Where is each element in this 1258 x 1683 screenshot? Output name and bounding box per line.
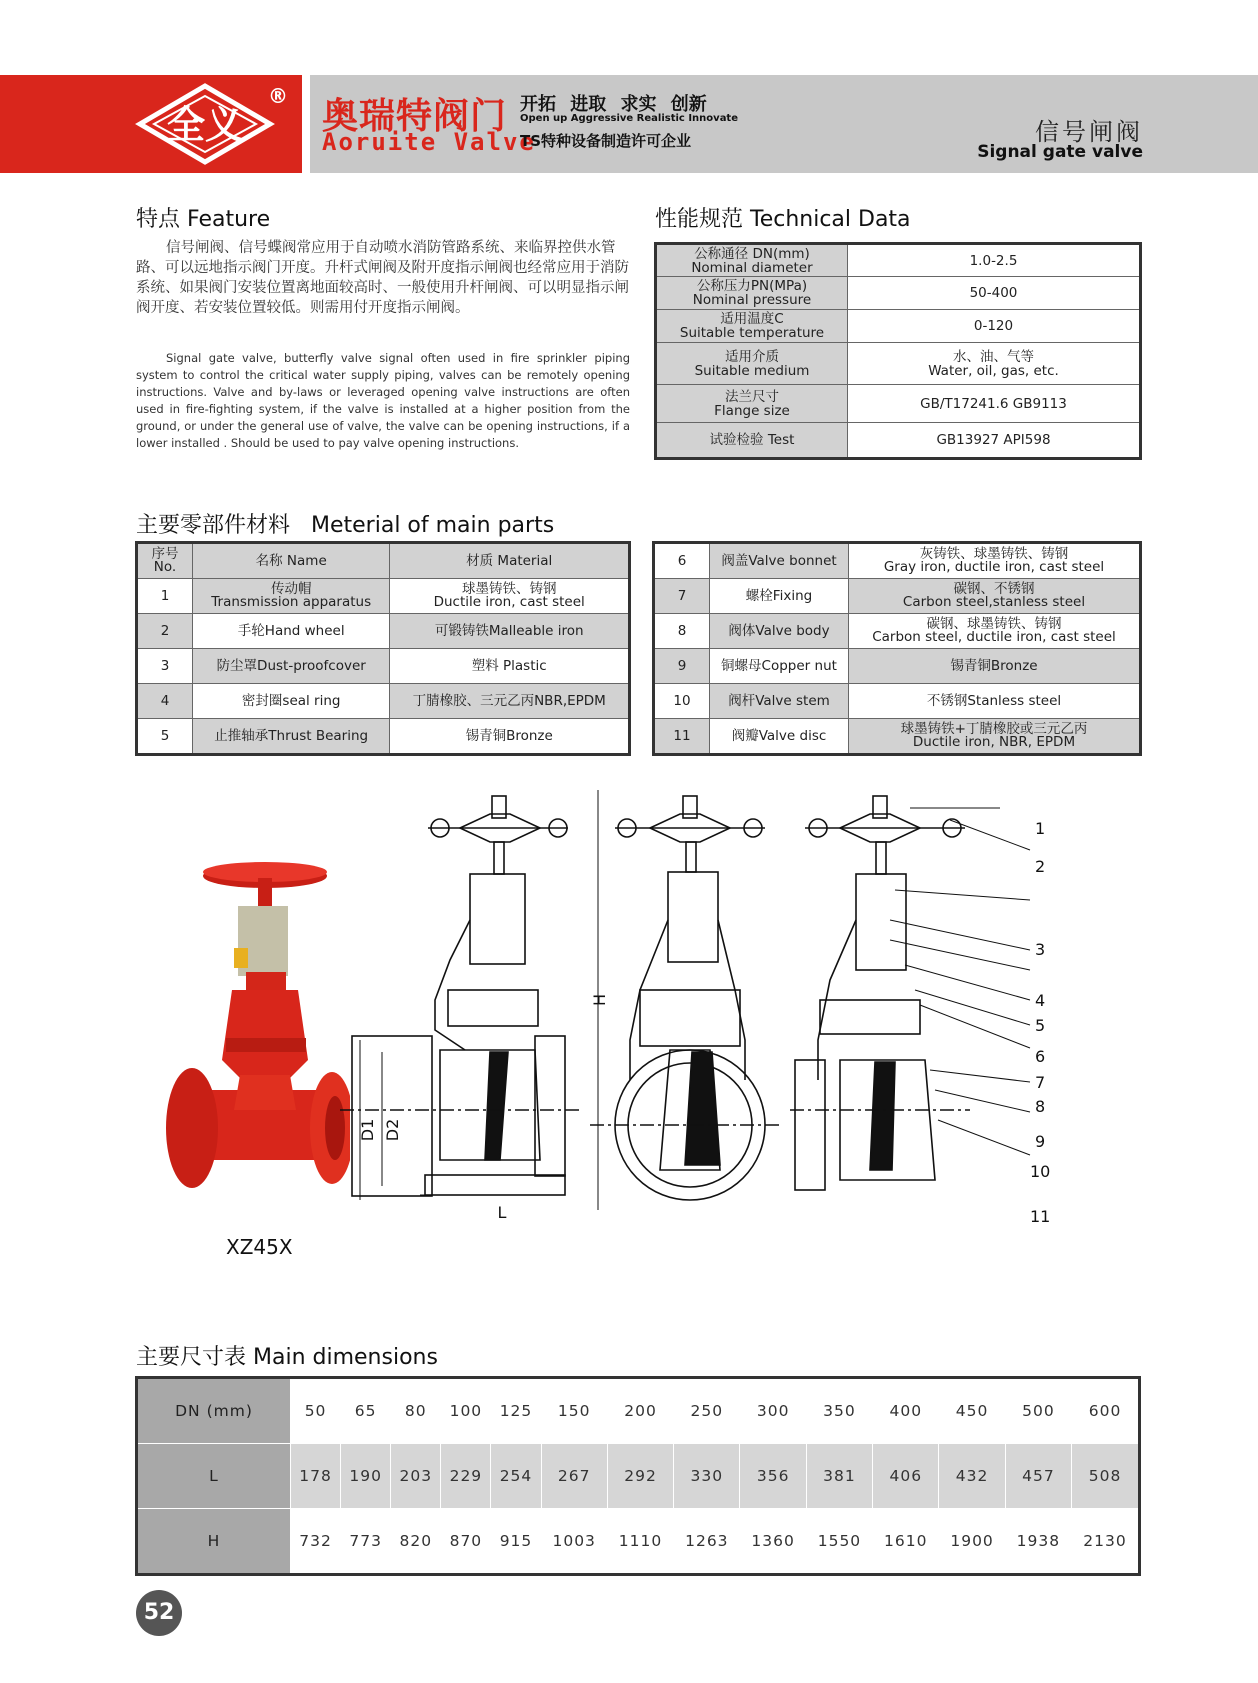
part-no: 9 [654,649,710,684]
dim-cell: 300 [740,1378,806,1444]
part-material: 碳钢、不锈钢 Carbon steel,stanless steel [849,579,1141,614]
dim-cell: 820 [391,1509,441,1575]
dim-cell: 229 [441,1444,491,1509]
brand-name-cn: 奥瑞特阀门 [322,96,508,137]
row-label-l: L [137,1444,291,1509]
callout-2: 2 [1035,857,1046,876]
tech-value: 50-400 [848,277,1141,310]
dim-cell: 406 [873,1444,939,1509]
table-row [654,719,1141,755]
dim-cell: 732 [291,1509,341,1575]
page-number: 52 [143,1600,175,1625]
label-h: H [590,993,609,1007]
part-material: 碳钢、球墨铸铁、铸钢 Carbon steel, ductile iron, cast steel [849,614,1141,649]
part-no: 11 [654,719,710,755]
ts-certification: TS特种设备制造许可企业 [520,132,692,150]
part-name: 阀盖Valve bonnet [710,543,849,579]
part-no: 7 [654,579,710,614]
callout-8: 8 [1035,1097,1046,1116]
tech-value: 1.0-2.5 [848,244,1141,277]
dim-cell: 178 [291,1444,341,1509]
dim-cell: 500 [1005,1378,1071,1444]
callout-1: 1 [1035,819,1046,838]
part-name: 螺栓Fixing [710,579,849,614]
tech-value: 水、油、气等 Water, oil, gas, etc. [848,343,1141,385]
label-d2: D2 [383,1118,402,1142]
tech-label: 公称压力PN(MPa) Nominal pressure [656,277,848,310]
part-no: 2 [137,614,193,649]
row-label-h: H [137,1509,291,1575]
table-header-row [137,543,630,579]
dim-cell: 65 [341,1378,391,1444]
part-no: 8 [654,614,710,649]
parts-title: 主要零部件材料 Meterial of main parts [136,513,555,538]
dim-cell: 915 [491,1509,541,1575]
product-title-cn: 信号闸阀 [1035,118,1143,146]
dim-cell: 50 [291,1378,341,1444]
col-header-material: 材质 Material [390,543,630,579]
tech-label: 适用介质 Suitable medium [656,343,848,385]
part-name: 密封圈seal ring [193,684,390,719]
company-logo [130,80,280,168]
part-name: 铜螺母Copper nut [710,649,849,684]
callout-4: 4 [1035,991,1046,1010]
table-row [654,579,1141,614]
dim-cell: 1938 [1005,1509,1071,1575]
table-row [656,385,1141,423]
tech-value: 0-120 [848,310,1141,343]
brand-name-en: Aoruite Valve [322,128,536,156]
dim-cell: 125 [491,1378,541,1444]
dim-cell: 1360 [740,1509,806,1575]
registered-mark: ® [268,84,288,108]
part-no: 3 [137,649,193,684]
tech-label: 适用温度C Suitable temperature [656,310,848,343]
part-name: 阀瓣Valve disc [710,719,849,755]
dim-cell: 773 [341,1509,391,1575]
col-header-name: 名称 Name [193,543,390,579]
logo-text: 全义 [166,102,244,147]
table-row [137,614,630,649]
feature-title: 特点 Feature [136,207,271,232]
dim-cell: 203 [391,1444,441,1509]
technical-data-table [654,242,1142,460]
dim-cell: 381 [806,1444,872,1509]
technical-drawing [340,790,1100,1230]
part-material: 灰铸铁、球墨铸铁、铸钢 Gray iron, ductile iron, cast steel [849,543,1141,579]
dim-cell: 356 [740,1444,806,1509]
drawing-front-view [590,790,780,1210]
part-name: 传动帽 Transmission apparatus [193,579,390,614]
table-row [654,543,1141,579]
dim-cell: 432 [939,1444,1005,1509]
dim-cell: 1110 [607,1509,673,1575]
part-material: 可锻铸铁Malleable iron [390,614,630,649]
table-row [654,614,1141,649]
part-material: 塑料 Plastic [390,649,630,684]
part-material: 丁腈橡胶、三元乙丙NBR,EPDM [390,684,630,719]
valve-photo [160,860,350,1210]
part-material: 锡青铜Bronze [390,719,630,755]
table-row [656,244,1141,277]
table-row [137,719,630,755]
part-name: 止推轴承Thrust Bearing [193,719,390,755]
table-row [137,579,630,614]
drawing-section-callouts [790,796,1030,1190]
dim-cell: 1900 [939,1509,1005,1575]
callout-9: 9 [1035,1132,1046,1151]
dim-cell: 292 [607,1444,673,1509]
slogan-en: Open up Aggressive Realistic Innovate [520,113,738,124]
part-material: 锡青铜Bronze [849,649,1141,684]
part-material: 不锈钢Stanless steel [849,684,1141,719]
dim-cell: 100 [441,1378,491,1444]
part-name: 手轮Hand wheel [193,614,390,649]
table-row [656,310,1141,343]
dim-cell: 200 [607,1378,673,1444]
table-row [656,277,1141,310]
feature-text-cn: 信号闸阀、信号蝶阀常应用于自动喷水消防管路系统、来临界控供水管路、可以远地指示阀门开度。升杆式闸阀及附开度指示闸阀也经常应用于消防系统、如果阀门安装位置离地面较高时、一般使用升杆闸阀、可以明显指示闸阀开度、若安装位置较低。则需用付开度指示闸阀。 [136,240,629,316]
table-row [137,649,630,684]
dim-cell: 2130 [1072,1509,1140,1575]
dim-cell: 350 [806,1378,872,1444]
parts-table-right [652,541,1142,756]
model-number: XZ45X [226,1235,293,1259]
callout-3: 3 [1035,940,1046,959]
table-row [656,423,1141,459]
callout-5: 5 [1035,1016,1046,1035]
table-row [656,343,1141,385]
part-material: 球墨铸铁+丁腈橡胶或三元乙丙 Ductile iron, NBR, EPDM [849,719,1141,755]
dim-cell: 250 [674,1378,740,1444]
label-l: L [497,1203,507,1222]
col-header-no: 序号 No. [137,543,193,579]
callout-11: 11 [1030,1207,1051,1226]
dim-cell: 450 [939,1378,1005,1444]
tech-label: 公称通径 DN(mm) Nominal diameter [656,244,848,277]
technical-data-title: 性能规范 Technical Data [655,207,911,232]
part-no: 10 [654,684,710,719]
dimensions-table [135,1376,1141,1576]
table-row [137,1444,1140,1509]
feature-text-en: Signal gate valve, butterfly valve signal often used in fire sprinkler piping system to control the critical water supply piping, valves can be remotely opening instructions. Valve and by-laws or leveraged opening valve instructions are often used in fire-fighting system, if the valve is installed at a higher position from the ground, or under the general use of valve, the valve can be opening instructions, if a lower installed . Should be used to pay valve opening instructions. [136,351,630,450]
dim-cell: 1610 [873,1509,939,1575]
part-name: 阀杆Valve stem [710,684,849,719]
table-row [137,684,630,719]
dim-cell: 267 [541,1444,607,1509]
row-label-dn: DN (mm) [137,1378,291,1444]
label-d1: D1 [358,1118,377,1142]
parts-table-left [135,541,631,756]
slogan-cn: 开拓 进取 求实 创新 [520,94,707,115]
product-title-en: Signal gate valve [977,142,1143,162]
tech-label: 试验检验 Test [656,423,848,459]
part-no: 5 [137,719,193,755]
dim-cell: 150 [541,1378,607,1444]
table-row [137,1378,1140,1444]
tech-value: GB13927 API598 [848,423,1141,459]
tech-label: 法兰尺寸 Flange size [656,385,848,423]
callout-7: 7 [1035,1073,1046,1092]
table-row [654,684,1141,719]
part-no: 4 [137,684,193,719]
dim-cell: 457 [1005,1444,1071,1509]
dim-cell: 1263 [674,1509,740,1575]
dim-cell: 400 [873,1378,939,1444]
dim-cell: 1550 [806,1509,872,1575]
callout-10: 10 [1030,1162,1051,1181]
dim-cell: 1003 [541,1509,607,1575]
part-no: 6 [654,543,710,579]
dim-cell: 80 [391,1378,441,1444]
part-no: 1 [137,579,193,614]
part-name: 阀体Valve body [710,614,849,649]
callout-6: 6 [1035,1047,1046,1066]
dim-cell: 600 [1072,1378,1140,1444]
table-row [654,649,1141,684]
dimensions-title: 主要尺寸表 Main dimensions [136,1345,438,1370]
table-row [137,1509,1140,1575]
dim-cell: 254 [491,1444,541,1509]
dim-cell: 870 [441,1509,491,1575]
dim-cell: 508 [1072,1444,1140,1509]
tech-value: GB/T17241.6 GB9113 [848,385,1141,423]
part-name: 防尘罩Dust-proofcover [193,649,390,684]
part-material: 球墨铸铁、铸钢 Ductile iron, cast steel [390,579,630,614]
dim-cell: 190 [341,1444,391,1509]
dim-cell: 330 [674,1444,740,1509]
